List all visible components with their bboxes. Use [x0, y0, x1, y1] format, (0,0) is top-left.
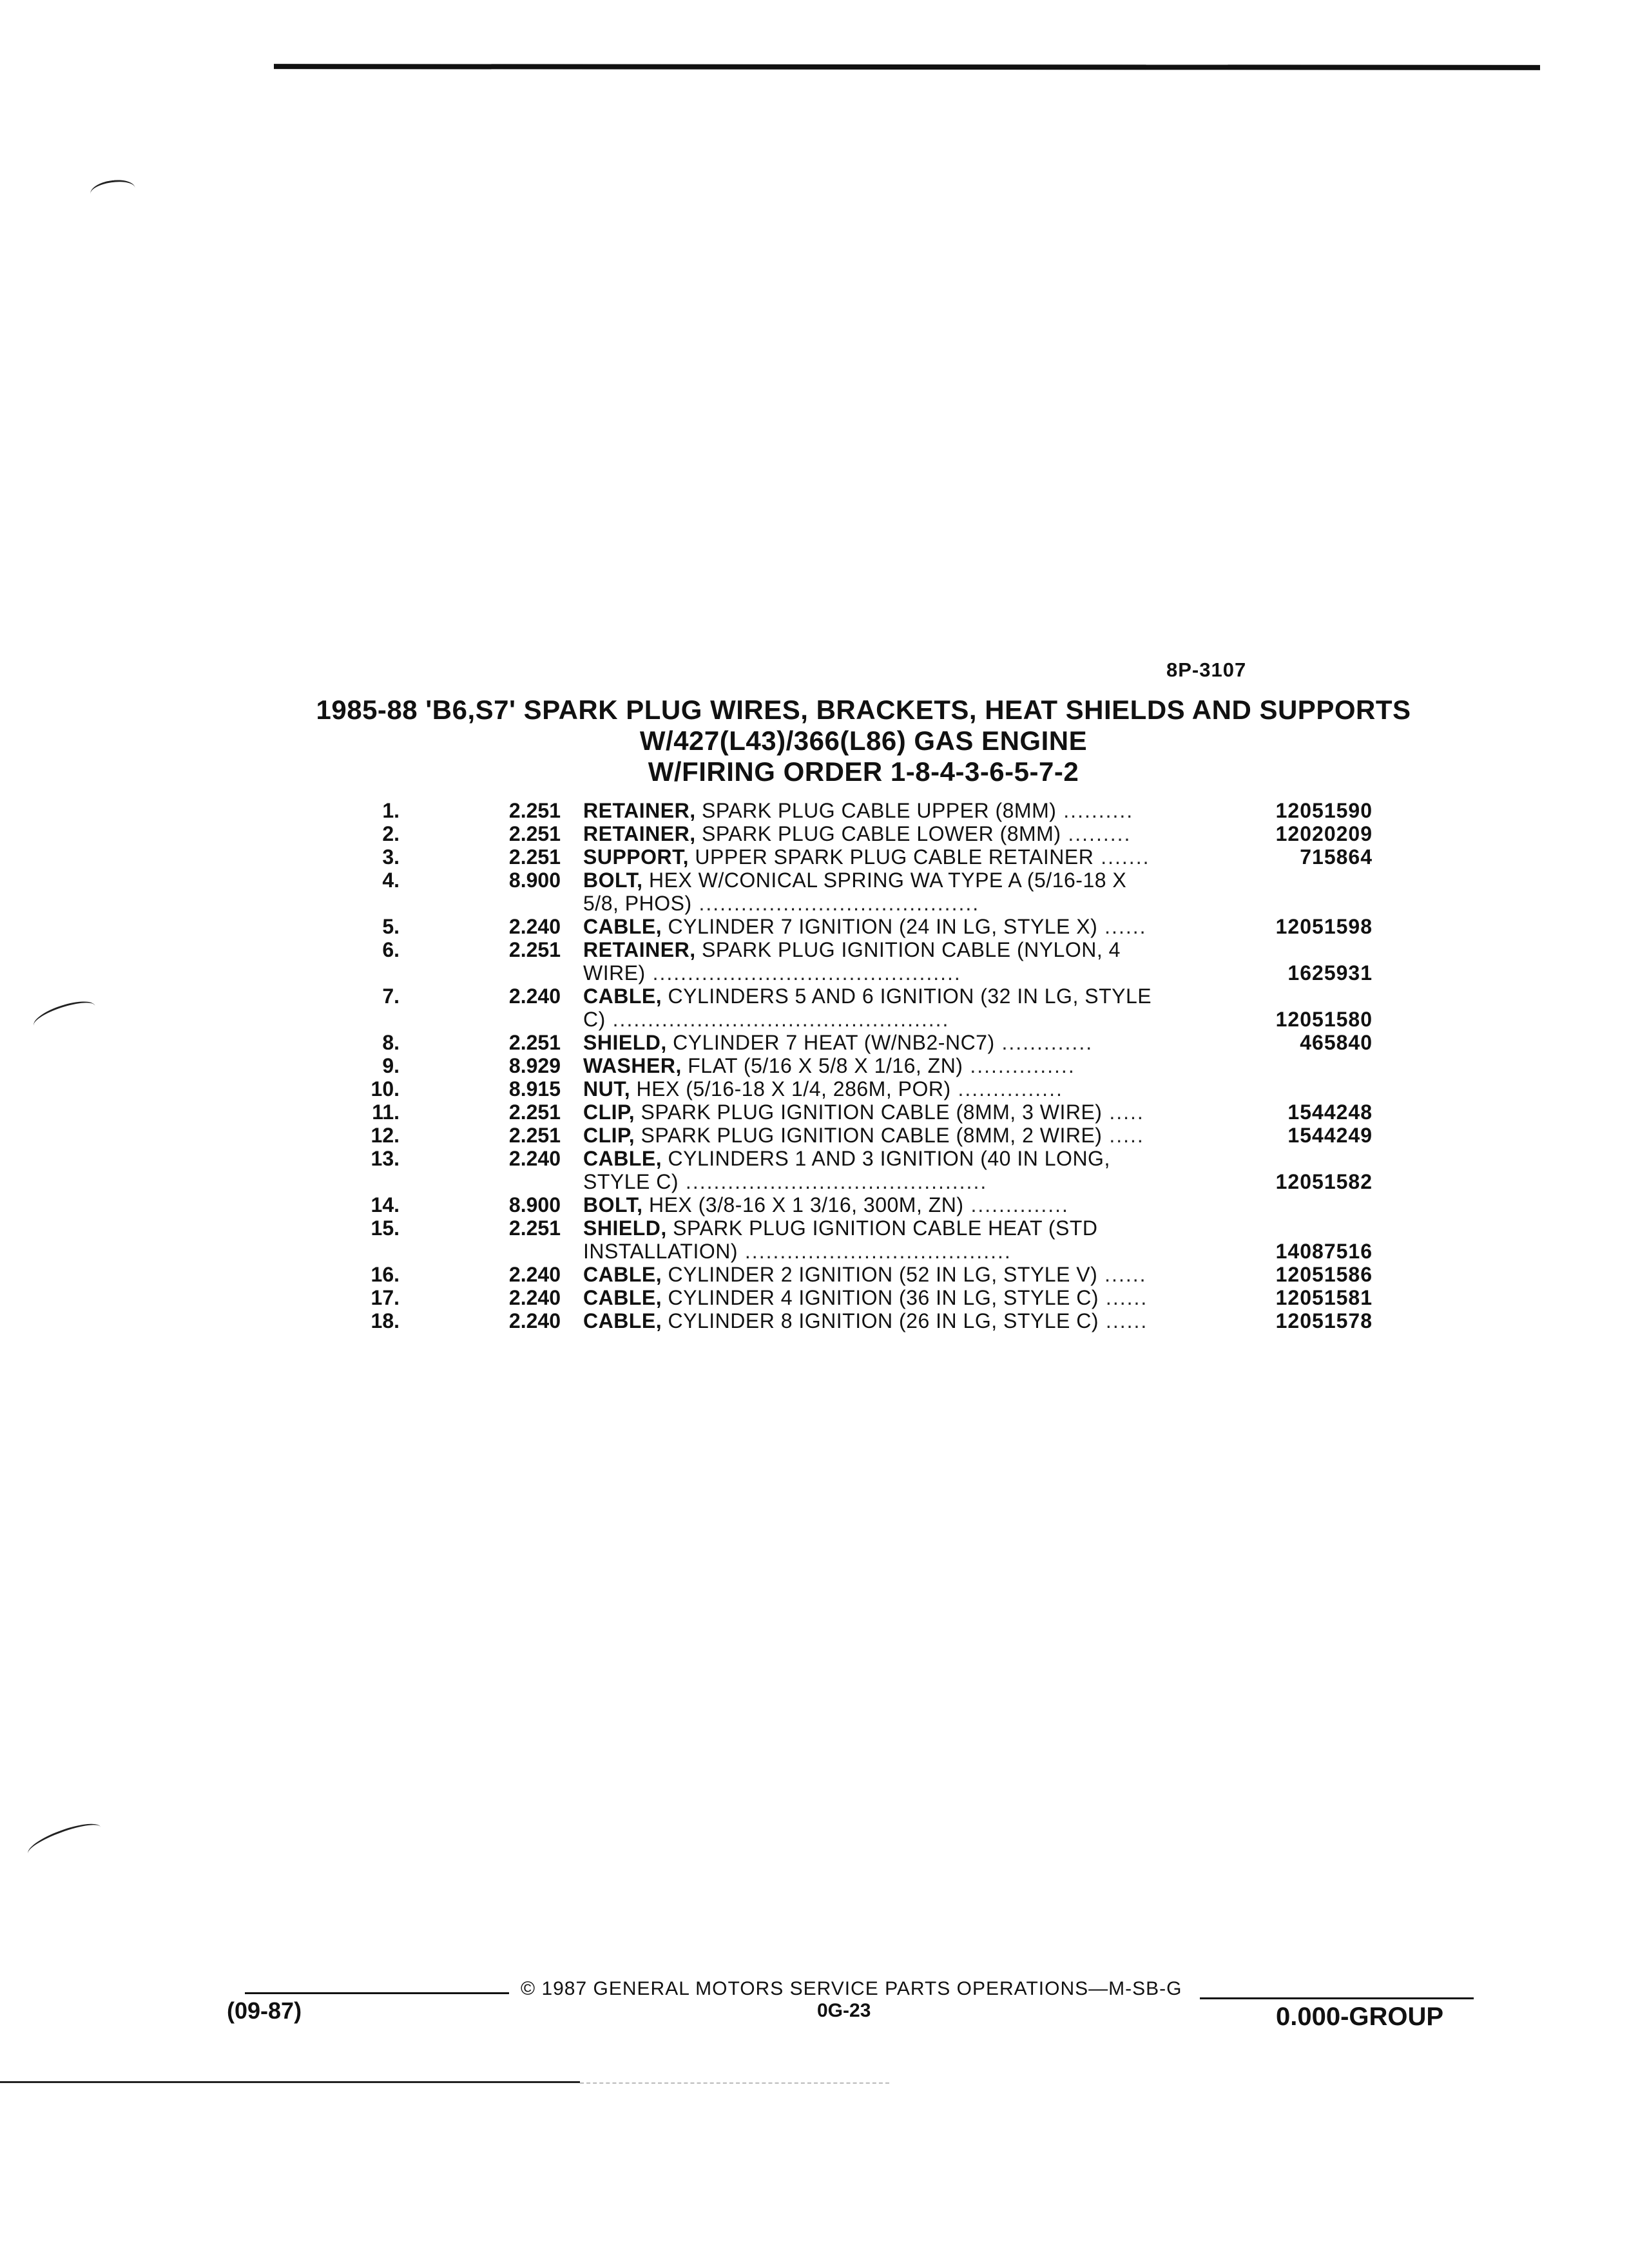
title-line: 1985-88 'B6,S7' SPARK PLUG WIRES, BRACKETS, HEAT SHIELDS AND SUPPORTS — [316, 695, 1411, 725]
part-row — [335, 1286, 1405, 1309]
part-detail: INSTALLATION) — [583, 1240, 738, 1263]
part-row — [335, 1147, 1405, 1170]
part-row — [335, 1309, 1405, 1332]
part-description — [583, 1193, 1253, 1216]
footer-date: (09-87) — [227, 1997, 302, 2024]
part-description — [583, 1240, 1253, 1263]
leader-dots: ................................................ — [605, 1008, 950, 1031]
part-number: 715864 — [1300, 845, 1373, 869]
part-name: CABLE, — [583, 1263, 662, 1286]
bottom-rule-faint — [580, 2082, 889, 2084]
part-detail: UPPER SPARK PLUG CABLE RETAINER — [689, 845, 1094, 869]
page-title — [251, 695, 1476, 787]
part-row-continuation — [335, 961, 1405, 985]
part-number: 1544248 — [1287, 1100, 1373, 1124]
item-number: 5. — [382, 915, 400, 938]
part-row-continuation — [335, 1008, 1405, 1031]
parts-list — [335, 799, 1405, 1332]
part-detail: CYLINDER 7 IGNITION (24 IN LG, STYLE X) — [662, 915, 1098, 938]
leader-dots: ......... — [1061, 822, 1132, 845]
item-number: 16. — [371, 1263, 400, 1286]
part-detail: CYLINDER 2 IGNITION (52 IN LG, STYLE V) — [662, 1263, 1098, 1286]
part-description — [583, 1309, 1253, 1332]
title-line: W/FIRING ORDER 1-8-4-3-6-5-7-2 — [648, 756, 1079, 787]
part-row — [335, 915, 1405, 938]
part-row-continuation — [335, 1240, 1405, 1263]
part-number: 465840 — [1300, 1031, 1373, 1054]
item-number: 14. — [371, 1193, 400, 1216]
item-number: 10. — [371, 1077, 400, 1100]
part-detail: HEX (3/8-16 X 1 3/16, 300M, ZN) — [642, 1193, 964, 1216]
margin-pencil-mark — [24, 1817, 104, 1863]
part-number: 12051578 — [1275, 1309, 1373, 1332]
part-detail: 5/8, PHOS) — [583, 892, 692, 915]
part-name: CABLE, — [583, 1147, 662, 1170]
leader-dots: ...... — [1097, 915, 1147, 938]
part-description — [583, 1077, 1253, 1100]
part-description — [583, 822, 1253, 845]
part-number: 12051581 — [1275, 1286, 1373, 1309]
leader-dots: ...... — [1097, 1263, 1147, 1286]
part-detail: SPARK PLUG CABLE LOWER (8MM) — [695, 822, 1061, 845]
item-number: 15. — [371, 1216, 400, 1240]
part-name: CABLE, — [583, 1309, 662, 1332]
group-code: 2.251 — [508, 845, 561, 869]
part-description — [583, 961, 1253, 985]
group-code: 2.240 — [508, 1263, 561, 1286]
part-description — [583, 845, 1253, 869]
part-row — [335, 1100, 1405, 1124]
group-code: 8.900 — [508, 869, 561, 892]
part-number: 12051586 — [1275, 1263, 1373, 1286]
part-row-continuation — [335, 1170, 1405, 1193]
part-detail: SPARK PLUG CABLE UPPER (8MM) — [695, 799, 1057, 822]
part-number: 12051598 — [1275, 915, 1373, 938]
leader-dots: ........................................ — [691, 892, 980, 915]
part-detail: CYLINDER 8 IGNITION (26 IN LG, STYLE C) — [662, 1309, 1099, 1332]
group-code: 2.240 — [508, 1286, 561, 1309]
copyright-notice: © 1987 GENERAL MOTORS SERVICE PARTS OPERATIONS—M-SB-G — [521, 1978, 1182, 1999]
group-code: 2.251 — [508, 1216, 561, 1240]
group-code: 2.240 — [508, 915, 561, 938]
item-number: 3. — [382, 845, 400, 869]
leader-dots: ............... — [950, 1077, 1063, 1100]
page-number: 0G-23 — [817, 2000, 871, 2021]
footer-rule-right — [1200, 1997, 1474, 1999]
leader-dots: .......... — [1056, 799, 1134, 822]
leader-dots: ............... — [963, 1054, 1075, 1077]
part-description — [583, 938, 1253, 961]
part-name: SHIELD, — [583, 1216, 667, 1240]
part-description — [583, 1124, 1253, 1147]
part-row — [335, 938, 1405, 961]
part-name: CABLE, — [583, 985, 662, 1008]
group-code: 8.929 — [508, 1054, 561, 1077]
part-row — [335, 799, 1405, 822]
document-number: 8P-3107 — [1166, 658, 1247, 681]
group-code: 2.251 — [508, 938, 561, 961]
part-number: 12051580 — [1275, 1008, 1373, 1031]
part-description — [583, 1147, 1253, 1170]
leader-dots: ...................................... — [738, 1240, 1012, 1263]
part-row — [335, 1124, 1405, 1147]
item-number: 9. — [382, 1054, 400, 1077]
part-description — [583, 799, 1253, 822]
leader-dots: ........................................... — [679, 1170, 988, 1193]
leader-dots: .............. — [963, 1193, 1069, 1216]
leader-dots: ...... — [1099, 1286, 1148, 1309]
group-code: 2.251 — [508, 1100, 561, 1124]
part-number: 12020209 — [1275, 822, 1373, 845]
part-description — [583, 1100, 1253, 1124]
part-detail: HEX (5/16-18 X 1/4, 286M, POR) — [630, 1077, 951, 1100]
item-number: 13. — [371, 1147, 400, 1170]
leader-dots: ..... — [1102, 1100, 1144, 1124]
part-description — [583, 1170, 1253, 1193]
part-description — [583, 1031, 1253, 1054]
part-detail: HEX W/CONICAL SPRING WA TYPE A (5/16-18 X — [642, 869, 1127, 892]
group-code: 2.251 — [508, 799, 561, 822]
part-row — [335, 1263, 1405, 1286]
part-description — [583, 915, 1253, 938]
leader-dots: ...... — [1099, 1309, 1148, 1332]
leader-dots: ..... — [1102, 1124, 1144, 1147]
part-description — [583, 1054, 1253, 1077]
part-description — [583, 1216, 1253, 1240]
part-description — [583, 1008, 1253, 1031]
part-name: CABLE, — [583, 915, 662, 938]
bottom-rule — [0, 2081, 580, 2083]
group-code: 8.900 — [508, 1193, 561, 1216]
group-code: 2.251 — [508, 1124, 561, 1147]
part-detail: C) — [583, 1008, 606, 1031]
part-detail: SPARK PLUG IGNITION CABLE (NYLON, 4 — [695, 938, 1121, 961]
part-detail: SPARK PLUG IGNITION CABLE HEAT (STD — [666, 1216, 1098, 1240]
top-rule — [274, 64, 1540, 70]
item-number: 8. — [382, 1031, 400, 1054]
part-name: BOLT, — [583, 1193, 643, 1216]
part-row-continuation — [335, 892, 1405, 915]
part-detail: SPARK PLUG IGNITION CABLE (8MM, 2 WIRE) — [635, 1124, 1103, 1147]
item-number: 17. — [371, 1286, 400, 1309]
item-number: 12. — [371, 1124, 400, 1147]
part-name: BOLT, — [583, 869, 643, 892]
part-description — [583, 1286, 1253, 1309]
part-name: RETAINER, — [583, 938, 696, 961]
part-detail: STYLE C) — [583, 1170, 679, 1193]
item-number: 7. — [382, 985, 400, 1008]
margin-pencil-mark — [30, 995, 98, 1035]
footer-rule-left — [245, 1992, 509, 1994]
part-description — [583, 985, 1253, 1008]
part-row — [335, 985, 1405, 1008]
item-number: 18. — [371, 1309, 400, 1332]
part-name: WASHER, — [583, 1054, 682, 1077]
item-number: 4. — [382, 869, 400, 892]
item-number: 11. — [372, 1100, 400, 1124]
part-number: 14087516 — [1275, 1240, 1373, 1263]
leader-dots: ....... — [1094, 845, 1150, 869]
part-name: NUT, — [583, 1077, 631, 1100]
part-detail: WIRE) — [583, 961, 646, 985]
part-name: CLIP, — [583, 1124, 635, 1147]
leader-dots: ............................................ — [645, 961, 961, 985]
part-description — [583, 892, 1253, 915]
part-name: CLIP, — [583, 1100, 635, 1124]
part-name: CABLE, — [583, 1286, 662, 1309]
part-row — [335, 1193, 1405, 1216]
group-code: 2.251 — [508, 1031, 561, 1054]
part-number: 12051582 — [1275, 1170, 1373, 1193]
group-code: 2.240 — [508, 985, 561, 1008]
part-row — [335, 1054, 1405, 1077]
part-name: SHIELD, — [583, 1031, 667, 1054]
part-detail: CYLINDER 7 HEAT (W/NB2-NC7) — [666, 1031, 995, 1054]
item-number: 6. — [382, 938, 400, 961]
part-row — [335, 1216, 1405, 1240]
group-label: 0.000-GROUP — [1276, 2003, 1444, 2031]
group-code: 8.915 — [508, 1077, 561, 1100]
part-name: SUPPORT, — [583, 845, 689, 869]
part-description — [583, 1263, 1253, 1286]
part-row — [335, 822, 1405, 845]
part-name: RETAINER, — [583, 822, 696, 845]
part-detail: CYLINDERS 5 AND 6 IGNITION (32 IN LG, STYLE — [662, 985, 1152, 1008]
group-code: 2.251 — [508, 822, 561, 845]
part-description — [583, 869, 1253, 892]
part-detail: FLAT (5/16 X 5/8 X 1/16, ZN) — [681, 1054, 963, 1077]
part-detail: CYLINDER 4 IGNITION (36 IN LG, STYLE C) — [662, 1286, 1099, 1309]
group-code: 2.240 — [508, 1147, 561, 1170]
part-number: 12051590 — [1275, 799, 1373, 822]
part-number: 1544249 — [1287, 1124, 1373, 1147]
item-number: 2. — [382, 822, 400, 845]
part-name: RETAINER, — [583, 799, 696, 822]
part-detail: CYLINDERS 1 AND 3 IGNITION (40 IN LONG, — [662, 1147, 1110, 1170]
leader-dots: ............. — [994, 1031, 1094, 1054]
part-row — [335, 1077, 1405, 1100]
part-detail: SPARK PLUG IGNITION CABLE (8MM, 3 WIRE) — [635, 1100, 1103, 1124]
part-number: 1625931 — [1287, 961, 1373, 985]
part-row — [335, 845, 1405, 869]
item-number: 1. — [382, 799, 400, 822]
part-row — [335, 1031, 1405, 1054]
part-row — [335, 869, 1405, 892]
title-line: W/427(L43)/366(L86) GAS ENGINE — [639, 726, 1088, 756]
margin-pencil-mark — [89, 177, 137, 204]
group-code: 2.240 — [508, 1309, 561, 1332]
